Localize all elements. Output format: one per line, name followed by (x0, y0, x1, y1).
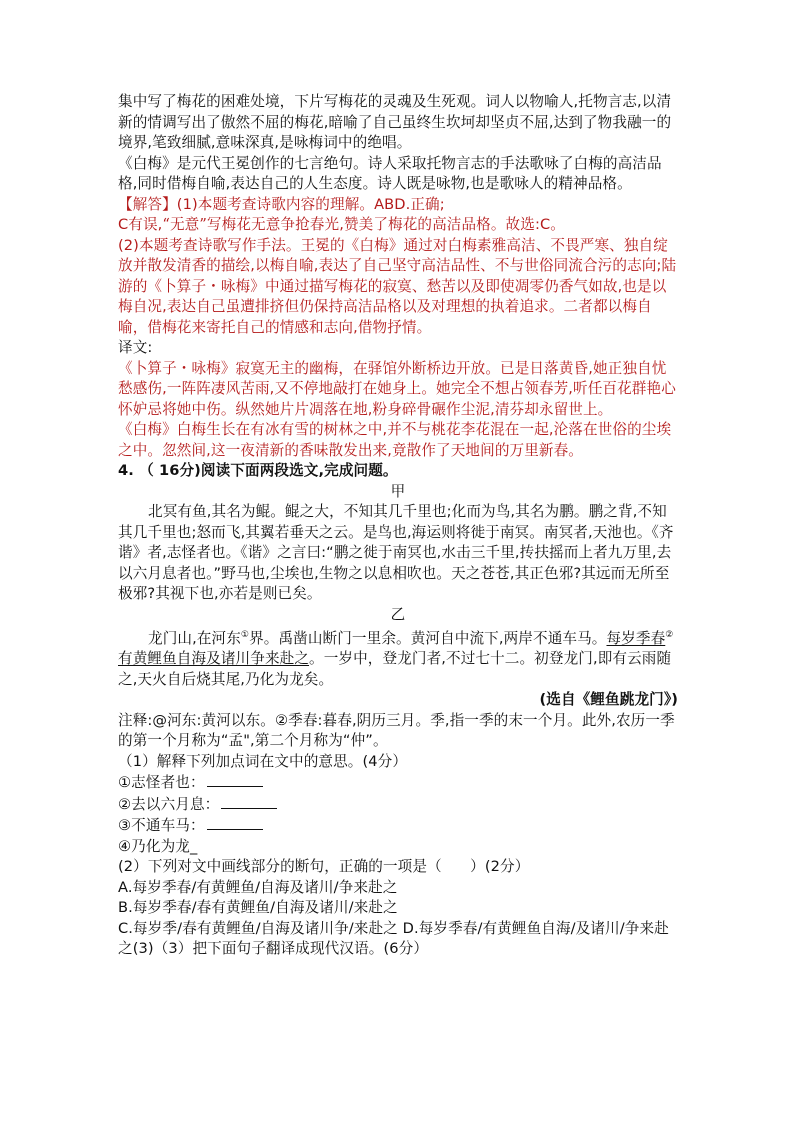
question-4-header: 4. （ 16分)阅读下面两段选文,完成问题。 (118, 462, 398, 479)
translation-buzi: 《卜算子・咏梅》寂寞无主的幽梅，在驿馆外断桥边开放。已是日落黄昏,她正独自忧愁感伤,一阵阵凄风苦雨,又不停地敲打在她身上。她完全不想占领春芳,听任百花群艳心怀妒忌将她中伤。纵然她片片凋落在地,粉身碎骨碾作尘泥,清芬却永留世上。 (118, 359, 676, 418)
item-3-label: ③不通车马： (118, 817, 205, 835)
answer-label: 【解答】 (118, 195, 177, 213)
note-marker-1: ① (240, 630, 250, 640)
analysis-paragraph-2: 《白梅》是元代王冕创作的七言绝句。诗人采取托物言志的手法歌咏了白梅的高洁品格,同时借梅自喻,表达自己的人生态度。诗人既是咏物,也是歌咏人的精神品格。 (118, 154, 662, 192)
document-page (118, 92, 678, 960)
underlined-phrase-a: 每岁季春 (606, 629, 666, 647)
option-b[interactable]: B.每岁季春/春有黄鲤鱼/自海及诸川/来赴之 (118, 899, 398, 917)
passage-source: (选自《鲤鱼跳龙门》) (539, 691, 678, 709)
sub-question-2: (2）下列对文中画线部分的断句，正确的一项是（ ）(2分） (118, 858, 530, 876)
sub-question-1: （1）解释下列加点词在文中的意思。(4分） (118, 752, 408, 770)
translation-label: 译文: (118, 339, 153, 356)
answer-blank-1[interactable] (207, 772, 263, 787)
passage-yi-label: 乙 (390, 605, 406, 623)
item-2 (118, 794, 678, 816)
answer-line-1 (118, 195, 678, 216)
item-4: ④乃化为龙_ (118, 837, 198, 855)
yi-text-c: 。一岁中，登龙门者,不过七十二。初登龙门,即有云雨随之,天火自后烧其尾,乃化为龙矣。 (118, 650, 672, 688)
analysis-paragraph-1: 集中写了梅花的困难处境，下片写梅花的灵魂及生死观。词人以物喻人,托物言志,以清新的情调写出了傲然不屈的梅花,暗喻了自己虽终生坎坷却坚贞不屈,达到了物我融一的境界,笔致细腻,意味深真,是咏梅词中的绝唱。 (118, 93, 672, 151)
item-1 (118, 772, 678, 794)
passage-jia-text: 北冥有鱼,其名为鲲。鲲之大，不知其几千里也;化而为鸟,其名为鹏。鹏之背,不知其几千里也;怒而飞,其翼若垂天之云。是鸟也,海运则将徙于南冥。南冥者,天池也。《齐谐》者,志怪者也。《谐》之言曰:“鹏之徙于南冥也,水击三千里,抟扶摇而上者九万里,去以六月息者也。”野马也,尘埃也,生物之以息相吹也。天之苍苍,其正色邪?其远而无所至极邪?其视下也,亦若是则已矣。 (118, 503, 674, 602)
passage-yi-text (118, 625, 678, 690)
answer-c-quote: “无意”写梅花无意争抢春光 (162, 216, 340, 233)
answer-blank-3[interactable] (207, 815, 263, 830)
item-3 (118, 815, 678, 837)
annotation-note: 注释:@河东:黄河以东。②季春:暮春,阴历三月。季,指一季的末一个月。此外,农历一季的第一个月称为“孟",第二个月称为“仲”。 (118, 711, 675, 750)
answer-c-end: ,赞美了梅花的高洁品格。故选:C。 (339, 216, 565, 233)
option-a[interactable]: A.每岁季春/有黄鲤鱼/自海及诸川/争来赴之 (118, 878, 398, 896)
note-marker-2: ② (665, 630, 674, 640)
answer-part-1: (1)本题考查诗歌内容的理解。ABD.正确; (176, 195, 445, 213)
item-1-label: ①志怪者也： (118, 774, 205, 792)
answer-part-2: (2)本题考查诗歌写作手法。王冕的《白梅》通过对白梅素雅高洁、不畏严寒、独自绽放并散发清香的描绘,以梅自喻,表达了自己坚守高洁品性、不与世俗同流合污的志向;陆游的《卜算子・咏梅》中通过描写梅花的寂寞、愁苦以及即使凋零仍香气如故,也是以梅自况,表达自己虽遭排挤但仍保持高洁品格以及对理想的执着追求。二者都以梅自喻，借梅花来寄托自己的情感和志向,借物抒情。 (118, 236, 677, 336)
item-2-label: ②去以六月息： (118, 795, 220, 813)
answer-c-wrong: C有误, (118, 216, 163, 233)
answer-blank-2[interactable] (221, 794, 277, 809)
yi-text-b: 界。禹凿山断门一里余。黄河自中流下,两岸不通车马。 (249, 629, 607, 647)
translation-baimei: 《白梅》白梅生长在有冰有雪的树林之中,并不与桃花李花混在一起,沦落在世俗的尘埃之中。忽然间,这一夜清新的香味散发出来,竟散作了天地间的万里新春。 (118, 421, 672, 459)
option-c-d[interactable]: C.每岁季/春有黄鲤鱼/自海及诸川争/来赴之 D.每岁季春/有黄鲤鱼自海/及诸川/争来赴之(3)（3）把下面句子翻译成现代汉语。(6分） (118, 919, 669, 958)
answer-line-2 (118, 215, 678, 236)
passage-jia-label: 甲 (390, 482, 406, 500)
underlined-phrase-b: 有黄鲤鱼自海及诸川争来赴之 (118, 650, 310, 668)
yi-text-a: 龙门山,在河东 (148, 629, 241, 647)
